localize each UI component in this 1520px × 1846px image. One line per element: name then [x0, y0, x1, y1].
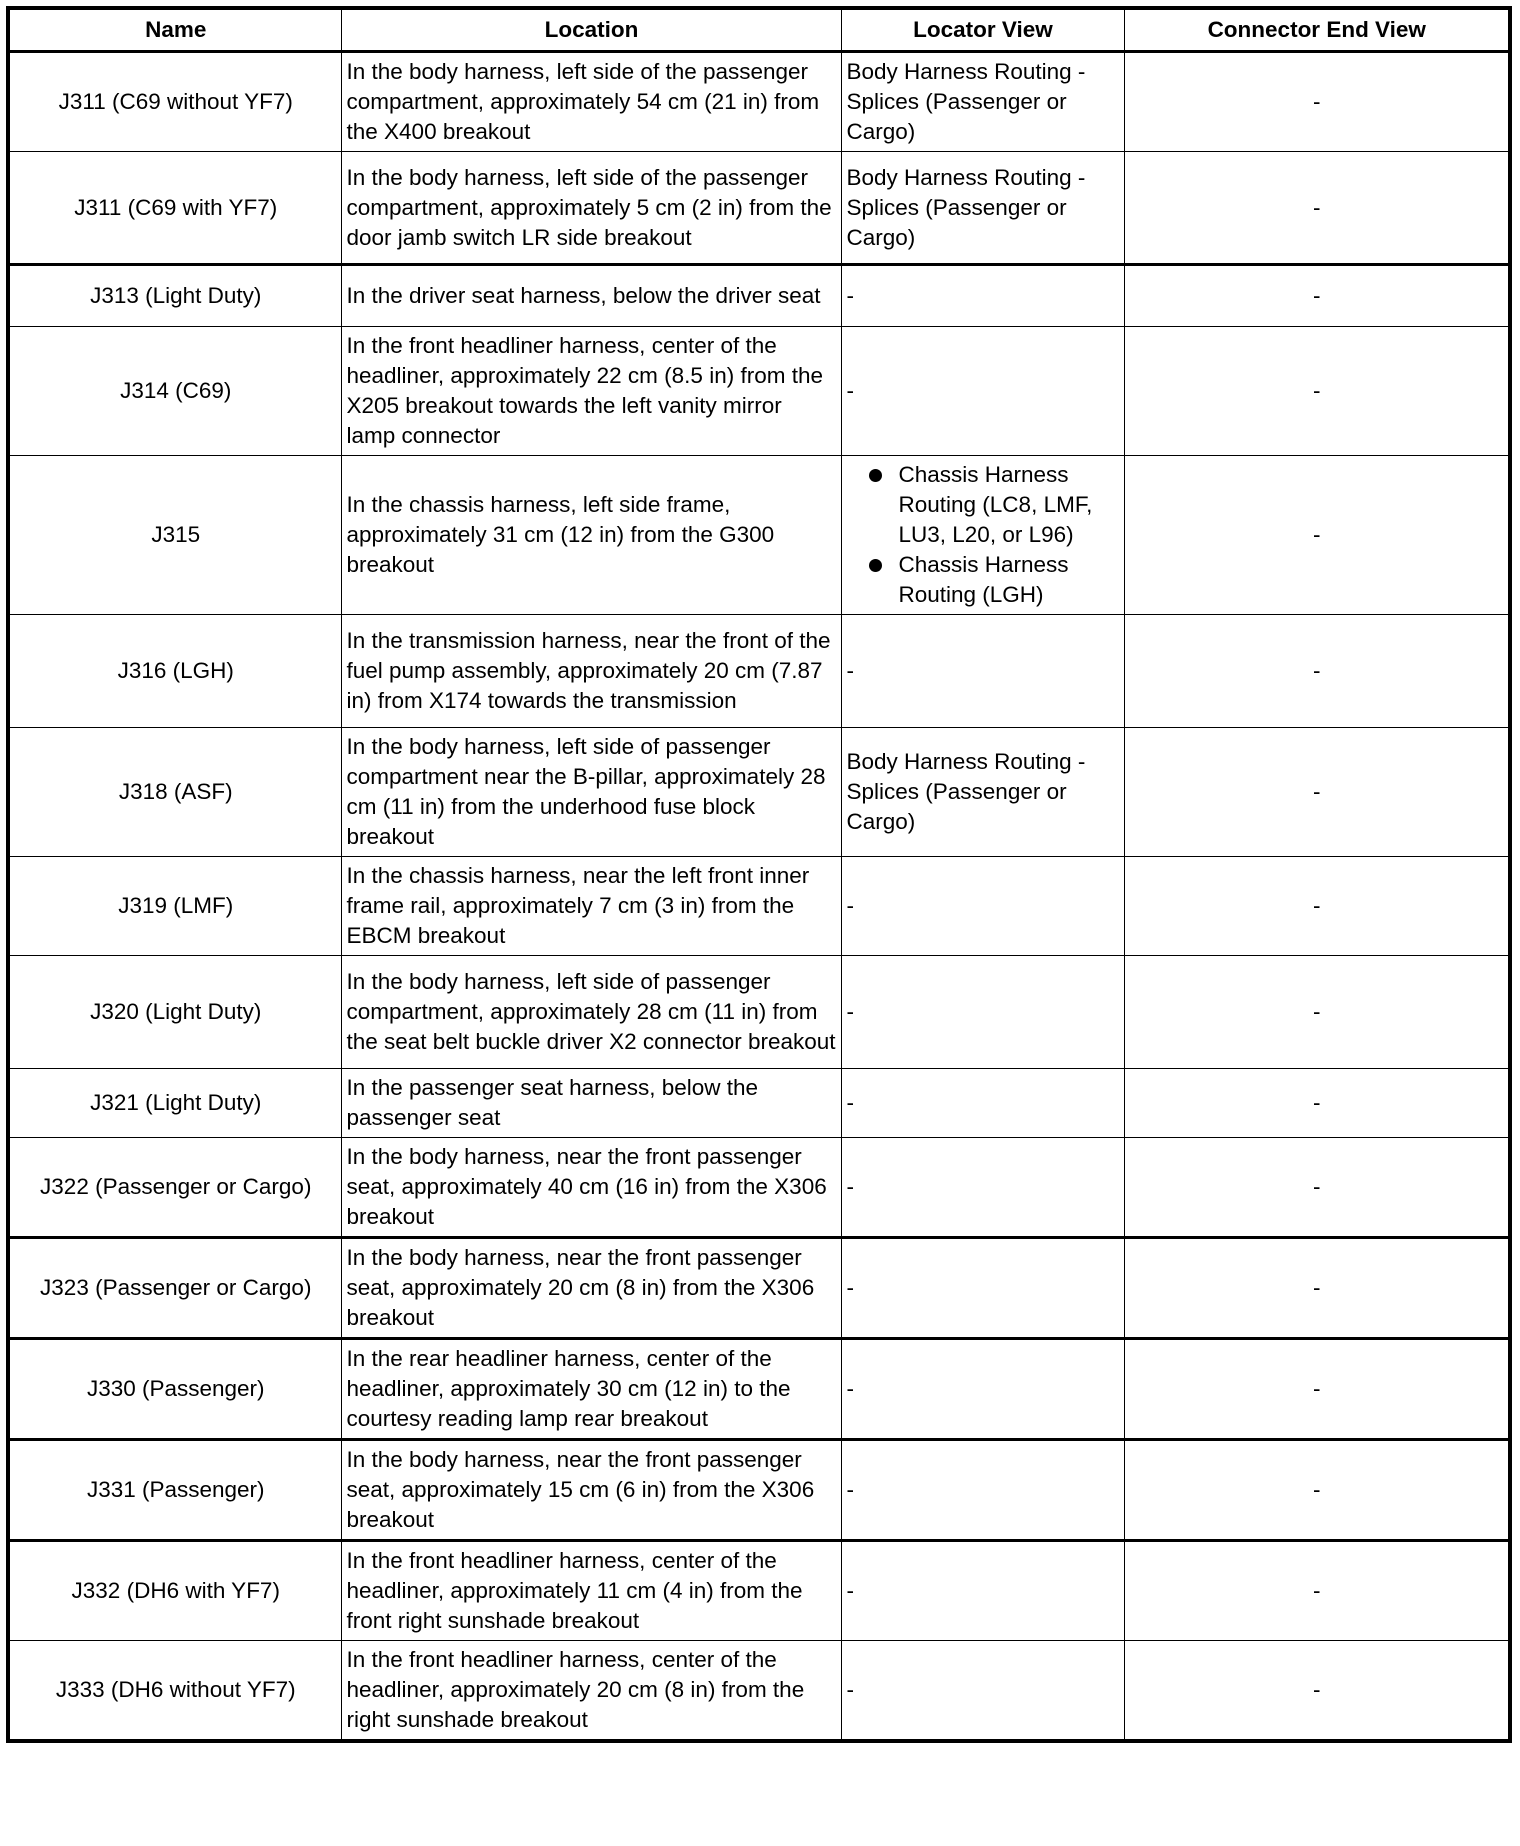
cell-connector-end-view: - [1124, 956, 1510, 1069]
header-locator-view: Locator View [841, 8, 1124, 52]
cell-connector-end-view: - [1124, 152, 1510, 265]
cell-locator-view-link[interactable]: Body Harness Routing - Splices (Passenger or Cargo) [841, 152, 1124, 265]
locator-view-list [847, 460, 1120, 610]
cell-locator-view: - [841, 857, 1124, 956]
table-row [8, 1641, 1510, 1742]
cell-locator-view: - [841, 956, 1124, 1069]
cell-locator-view-link[interactable]: Body Harness Routing - Splices (Passenger or Cargo) [841, 52, 1124, 152]
cell-location: In the body harness, near the front passenger seat, approximately 15 cm (6 in) from the X306 breakout [341, 1440, 841, 1541]
bullet-icon [869, 469, 882, 482]
cell-connector-end-view: - [1124, 52, 1510, 152]
cell-location: In the transmission harness, near the front of the fuel pump assembly, approximately 20 cm (7.87 in) from X174 towards the transmission [341, 615, 841, 728]
cell-location: In the driver seat harness, below the driver seat [341, 265, 841, 327]
cell-connector-end-view: - [1124, 728, 1510, 857]
locator-view-link[interactable]: Chassis Harness Routing (LC8, LMF, LU3, L20, or L96) [898, 462, 1093, 547]
cell-locator-view: - [841, 1541, 1124, 1641]
cell-location: In the body harness, left side of passenger compartment, approximately 28 cm (11 in) from the seat belt buckle driver X2 connector breakout [341, 956, 841, 1069]
cell-locator-view-link[interactable]: Body Harness Routing - Splices (Passenger or Cargo) [841, 728, 1124, 857]
table-row [8, 456, 1510, 615]
header-location: Location [341, 8, 841, 52]
locator-view-list-item[interactable] [847, 550, 1120, 610]
cell-locator-view: - [841, 1440, 1124, 1541]
cell-name: J316 (LGH) [8, 615, 341, 728]
table-row [8, 1138, 1510, 1238]
cell-name: J331 (Passenger) [8, 1440, 341, 1541]
table-row [8, 52, 1510, 152]
table-row [8, 615, 1510, 728]
cell-location: In the body harness, left side of the passenger compartment, approximately 5 cm (2 in) from the door jamb switch LR side breakout [341, 152, 841, 265]
cell-name: J322 (Passenger or Cargo) [8, 1138, 341, 1238]
cell-locator-view: - [841, 265, 1124, 327]
cell-locator-view: - [841, 1238, 1124, 1339]
table-row [8, 1339, 1510, 1440]
cell-location: In the front headliner harness, center of the headliner, approximately 22 cm (8.5 in) from the X205 breakout towards the left vanity mirror lamp connector [341, 327, 841, 456]
cell-connector-end-view: - [1124, 456, 1510, 615]
cell-name: J315 [8, 456, 341, 615]
header-name: Name [8, 8, 341, 52]
table-row [8, 857, 1510, 956]
cell-locator-view: - [841, 615, 1124, 728]
cell-connector-end-view: - [1124, 1339, 1510, 1440]
cell-locator-view [841, 456, 1124, 615]
cell-locator-view: - [841, 1069, 1124, 1138]
cell-name: J311 (C69 with YF7) [8, 152, 341, 265]
table-row [8, 152, 1510, 265]
table-row [8, 728, 1510, 857]
cell-locator-view: - [841, 1641, 1124, 1742]
cell-name: J319 (LMF) [8, 857, 341, 956]
cell-location: In the front headliner harness, center of the headliner, approximately 20 cm (8 in) from the right sunshade breakout [341, 1641, 841, 1742]
cell-location: In the body harness, left side of passenger compartment near the B-pillar, approximately 28 cm (11 in) from the underhood fuse block breakout [341, 728, 841, 857]
cell-location: In the body harness, near the front passenger seat, approximately 20 cm (8 in) from the X306 breakout [341, 1238, 841, 1339]
locator-view-list-item[interactable] [847, 460, 1120, 550]
cell-connector-end-view: - [1124, 1238, 1510, 1339]
cell-connector-end-view: - [1124, 1541, 1510, 1641]
locator-view-link[interactable]: Chassis Harness Routing (LGH) [898, 552, 1069, 607]
cell-connector-end-view: - [1124, 1138, 1510, 1238]
cell-name: J333 (DH6 without YF7) [8, 1641, 341, 1742]
cell-location: In the passenger seat harness, below the passenger seat [341, 1069, 841, 1138]
cell-location: In the body harness, left side of the passenger compartment, approximately 54 cm (21 in) from the X400 breakout [341, 52, 841, 152]
cell-connector-end-view: - [1124, 327, 1510, 456]
cell-name: J314 (C69) [8, 327, 341, 456]
cell-location: In the chassis harness, left side frame, approximately 31 cm (12 in) from the G300 breakout [341, 456, 841, 615]
table-row [8, 956, 1510, 1069]
splice-location-table [6, 6, 1512, 1743]
cell-name: J323 (Passenger or Cargo) [8, 1238, 341, 1339]
cell-locator-view: - [841, 327, 1124, 456]
cell-connector-end-view: - [1124, 1641, 1510, 1742]
header-connector-end-view: Connector End View [1124, 8, 1510, 52]
table-row [8, 1238, 1510, 1339]
table-row [8, 1069, 1510, 1138]
cell-location: In the rear headliner harness, center of the headliner, approximately 30 cm (12 in) to the courtesy reading lamp rear breakout [341, 1339, 841, 1440]
bullet-icon [869, 559, 882, 572]
table-row [8, 327, 1510, 456]
cell-connector-end-view: - [1124, 265, 1510, 327]
cell-location: In the body harness, near the front passenger seat, approximately 40 cm (16 in) from the X306 breakout [341, 1138, 841, 1238]
table-header-row [8, 8, 1510, 52]
cell-name: J311 (C69 without YF7) [8, 52, 341, 152]
cell-name: J330 (Passenger) [8, 1339, 341, 1440]
cell-connector-end-view: - [1124, 857, 1510, 956]
cell-locator-view: - [841, 1138, 1124, 1238]
cell-connector-end-view: - [1124, 1069, 1510, 1138]
cell-name: J318 (ASF) [8, 728, 341, 857]
cell-name: J332 (DH6 with YF7) [8, 1541, 341, 1641]
cell-location: In the front headliner harness, center of the headliner, approximately 11 cm (4 in) from the front right sunshade breakout [341, 1541, 841, 1641]
cell-connector-end-view: - [1124, 615, 1510, 728]
table-row [8, 1440, 1510, 1541]
table-row [8, 265, 1510, 327]
cell-name: J313 (Light Duty) [8, 265, 341, 327]
cell-name: J321 (Light Duty) [8, 1069, 341, 1138]
cell-name: J320 (Light Duty) [8, 956, 341, 1069]
cell-location: In the chassis harness, near the left front inner frame rail, approximately 7 cm (3 in) from the EBCM breakout [341, 857, 841, 956]
cell-locator-view: - [841, 1339, 1124, 1440]
cell-connector-end-view: - [1124, 1440, 1510, 1541]
table-row [8, 1541, 1510, 1641]
